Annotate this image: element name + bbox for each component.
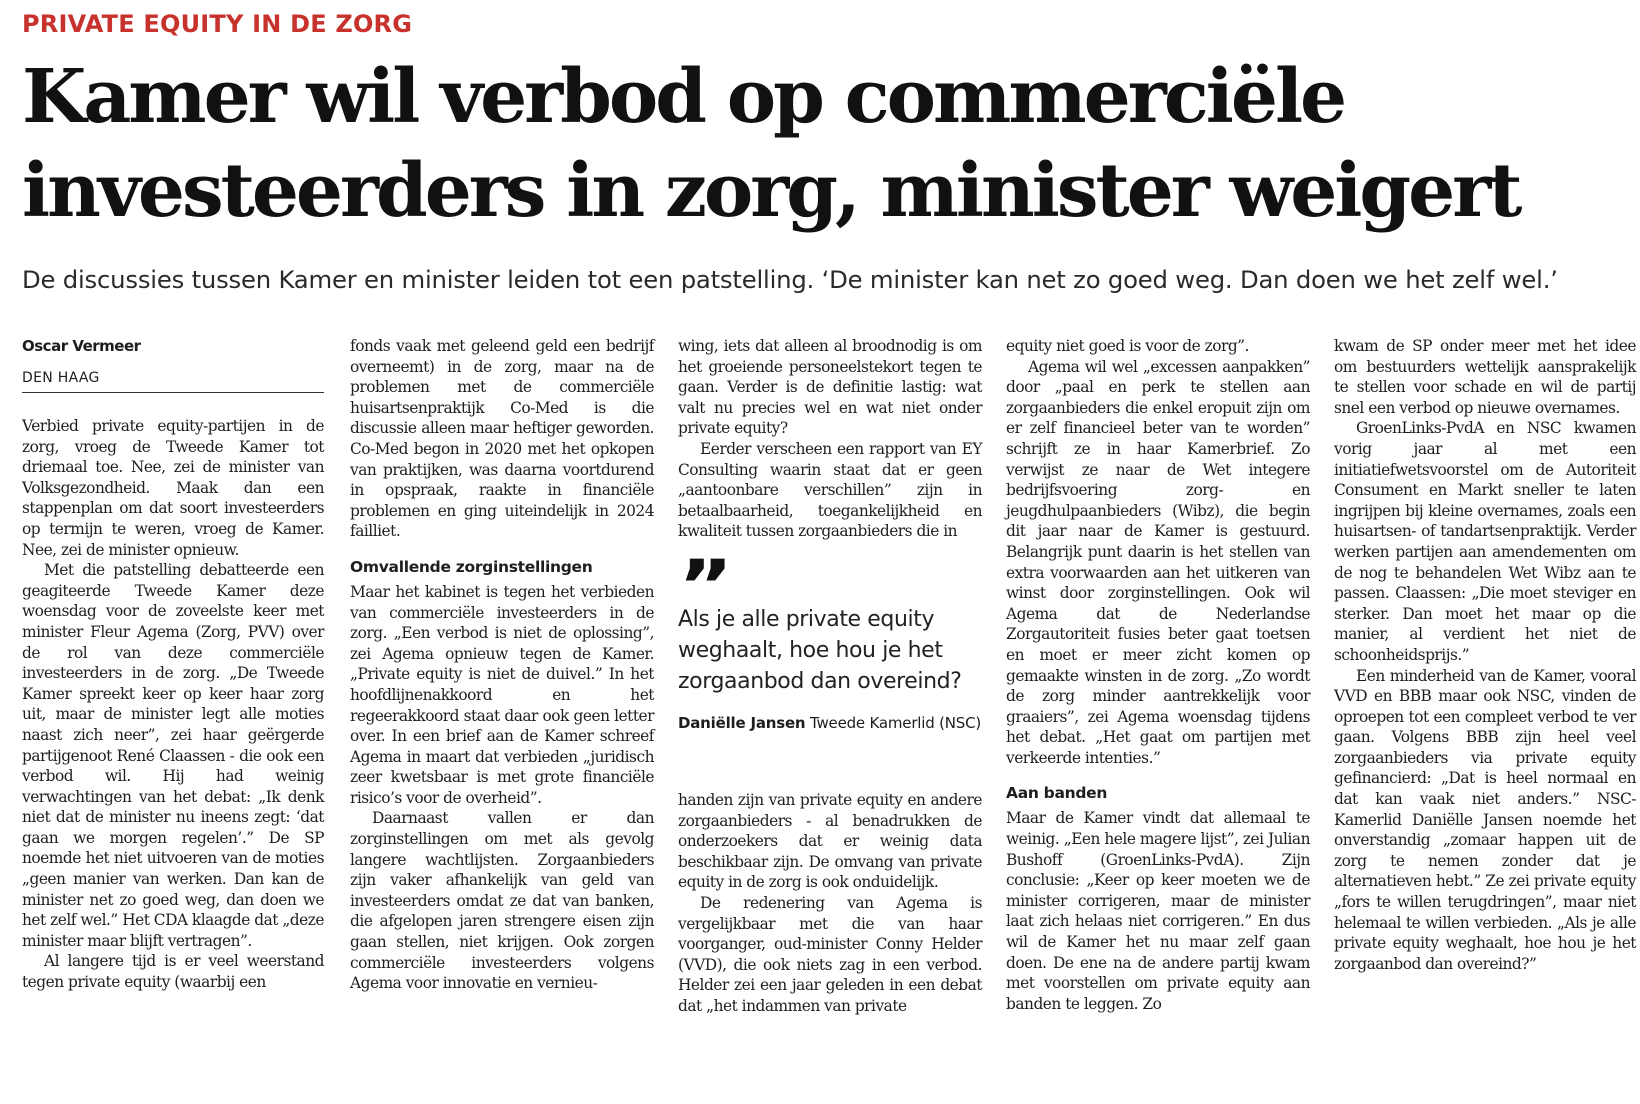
paragraph: Eerder verscheen een rapport van EY Consulting waarin staat dat er geen „aantoonbare verschillen” zijn in betaalbaarheid, toegankelijkheid en kwaliteit tussen zorgaanbieders die in (678, 439, 982, 541)
dateline: DEN HAAG (22, 368, 324, 393)
paragraph: fonds vaak met geleend geld een bedrijf overneemt) in de zorg, maar na de problemen met de commerciële huisartsenpraktijk Co-Med is die discussie alleen maar heftiger geworden. Co-Med begon in 2020 met het opkopen van praktijken, was daarna voortdurend in opspraak, raakte in financiële problemen en ging uiteindelijk in 2024 failliet. (350, 337, 654, 541)
article-column-1 (22, 336, 324, 993)
pull-quote-role: Tweede Kamerlid (NSC) (810, 713, 982, 732)
article-column-5 (1334, 336, 1636, 974)
article-column-4 (1006, 336, 1310, 1014)
paragraph: kwam de SP onder meer met het idee om bestuurders wettelijk aansprakelijk te stellen voor schade en wil de partij snel een verbod op nieuwe overnames. (1334, 337, 1636, 417)
headline-line-1: Kamer wil verbod op commerciële (22, 54, 1345, 140)
article-column-3 (678, 336, 982, 1016)
paragraph: Een minderheid van de Kamer, vooral VVD en BBB maar ook NSC, vinden de oproepen tot een compleet verbod te ver gaan. Volgens BBB zijn heel veel zorgaanbieders via private equity gefinancierd: „Dat is heel normaal en dat kan vaak niet anders.” NSC-Kamerlid Daniëlle Jansen noemde het onverstandig „zomaar happen uit de zorg te nemen zonder dat je alternatieven hebt.” Ze zei private equity „fors te willen terugdringen”, maar niet helemaal te willen verbieden. „Als je alle private equity weghaalt, hoe hou je het zorgaanbod dan overeind?” (1334, 666, 1636, 973)
subheading: Aan banden (1006, 784, 1108, 803)
byline-author: Oscar Vermeer (22, 337, 141, 355)
headline (22, 50, 1632, 238)
section-kicker: PRIVATE EQUITY IN DE ZORG (22, 10, 413, 38)
pull-quote-text: Als je alle private equity weghaalt, hoe hou je het zorgaanbod dan overeind? (678, 606, 962, 694)
quote-mark-icon: ” (678, 544, 727, 627)
paragraph: Daarnaast vallen er dan zorginstellingen om met als gevolg langere wachtlijsten. Zorgaanbieders zijn vaker afhankelijk van geld van investeerders omdat ze dat van banken, die afgelopen jaren strengere eisen zijn gaan stellen, niet krijgen. Ook zorgen commerciële investeerders volgens Agema voor innovatie en vernieu- (350, 809, 654, 993)
standfirst: De discussies tussen Kamer en minister leiden tot een patstelling. ‘De minister kan net zo goed weg. Dan doen we het zelf wel.’ (22, 265, 1558, 294)
paragraph: Agema wil wel „excessen aanpakken” door „paal en perk te stellen aan zorgaanbieders die enkel eropuit zijn om er zelf financieel beter van te worden” schrijft ze in haar Kamerbrief. Zo verwijst ze naar de Wet integere bedrijfsvoering zorg- en jeugdhulpaanbieders (Wibz), die begin dit jaar naar de Kamer is gestuurd. Belangrijk punt daarin is het stellen van extra voorwaarden aan het uitkeren van winst door zorginstellingen. Ook wil Agema dat de Nederlandse Zorgautoriteit fusies beter gaat toetsen en moet er meer zicht komen op gemaakte winsten in de zorg. „Zo wordt de zorg minder aantrekkelijk voor graaiers”, zei Agema woensdag tijdens het debat. „Het gaat om partijen met verkeerde intenties.” (1006, 357, 1310, 767)
paragraph: Met die patstelling debatteerde een geagiteerde Tweede Kamer deze woensdag voor de zoveelste keer met minister Fleur Agema (Zorg, PVV) over de rol van deze commerciële investeerders in de zorg. „De Tweede Kamer spreekt keer op keer haar zorg uit, maar de minister legt alle moties naast zich neer”, zei haar geërgerde partijgenoot René Claassen - die ook een verbod wil. Hij had weinig verwachtingen van het debat: „Ik denk niet dat de minister nu ineens zegt: ‘dat gaan we morgen regelen’.” De SP noemde het niet uitvoeren van de moties „geen manier van werken. Dan kan de minister net zo goed weg, dan doen we het zelf wel.” Het CDA klaagde dat „deze minister maar blijft vertragen”. (22, 561, 324, 950)
pull-quote (678, 544, 982, 734)
paragraph: Verbied private equity-partijen in de zorg, vroeg de Tweede Kamer tot driemaal toe. Nee, zei de minister van Volksgezondheid. Maak dan een stappenplan om dat soort investeerders op termijn te weren, vroeg de Kamer. Nee, zei de minister opnieuw. (22, 417, 324, 559)
paragraph: handen zijn van private equity en andere zorgaanbieders - al benadrukken de onderzoekers dat er weinig data beschikbaar zijn. De omvang van private equity in de zorg is ook onduidelijk. (678, 790, 982, 892)
paragraph: equity niet goed is voor de zorg”. (1006, 337, 1249, 355)
paragraph: wing, iets dat alleen al broodnodig is om het groeiende personeelstekort tegen te gaan. Verder is de definitie lastig: wat valt nu precies wel en wat niet onder private equity? (678, 337, 982, 438)
paragraph: Maar de Kamer vindt dat allemaal te weinig. „Een hele magere lijst”, zei Julian Bushoff (GroenLinks-PvdA). Zijn conclusie: „Keer op keer moeten we de minister corrigeren, maar de minister laat zich helaas niet corrigeren.” En dus wil de Kamer het nu maar zelf gaan doen. De ene na de andere partij kwam met voorstellen om private equity aan banden te leggen. Zo (1006, 809, 1310, 1013)
paragraph: De redenering van Agema is vergelijkbaar met die van haar voorganger, oud-minister Conny Helder (VVD), die ook niets zag in een verbod. Helder zei een jaar geleden in een debat dat „het indammen van private (678, 893, 982, 1015)
paragraph: Al langere tijd is er veel weerstand tegen private equity (waarbij een (22, 952, 324, 992)
paragraph: Maar het kabinet is tegen het verbieden van commerciële investeerders in de zorg. „Een verbod is niet de oplossing”, zei Agema opnieuw tegen de Kamer. „Private equity is niet de duivel.” In het hoofdlijnenakkoord en het regeerakkoord staat daar ook geen letter over. In een brief aan de Kamer schreef Agema in maart dat verbieden „juridisch zeer kwetsbaar is met grote financiële risico’s voor de overheid”. (350, 582, 654, 807)
pull-quote-attribution (678, 713, 982, 734)
paragraph: GroenLinks-PvdA en NSC kwamen vorig jaar al met een initiatiefwetsvoorstel om de Autoriteit Consument en Markt sneller te laten ingrijpen bij kleine overnames, zoals een huisartsen- of tandartsenpraktijk. Verder werken partijen aan amendementen om de nog te behandelen Wet Wibz aan te passen. Claassen: „Die moet steviger en sterker. Dan moet het maar op die manier, al verdient het niet de schoonheidsprijs.” (1334, 419, 1636, 664)
subheading: Omvallende zorginstellingen (350, 557, 593, 576)
pull-quote-name: Daniëlle Jansen (678, 713, 806, 732)
article-column-2 (350, 336, 654, 994)
headline-line-2: investeerders in zorg, minister weigert (22, 148, 1520, 234)
